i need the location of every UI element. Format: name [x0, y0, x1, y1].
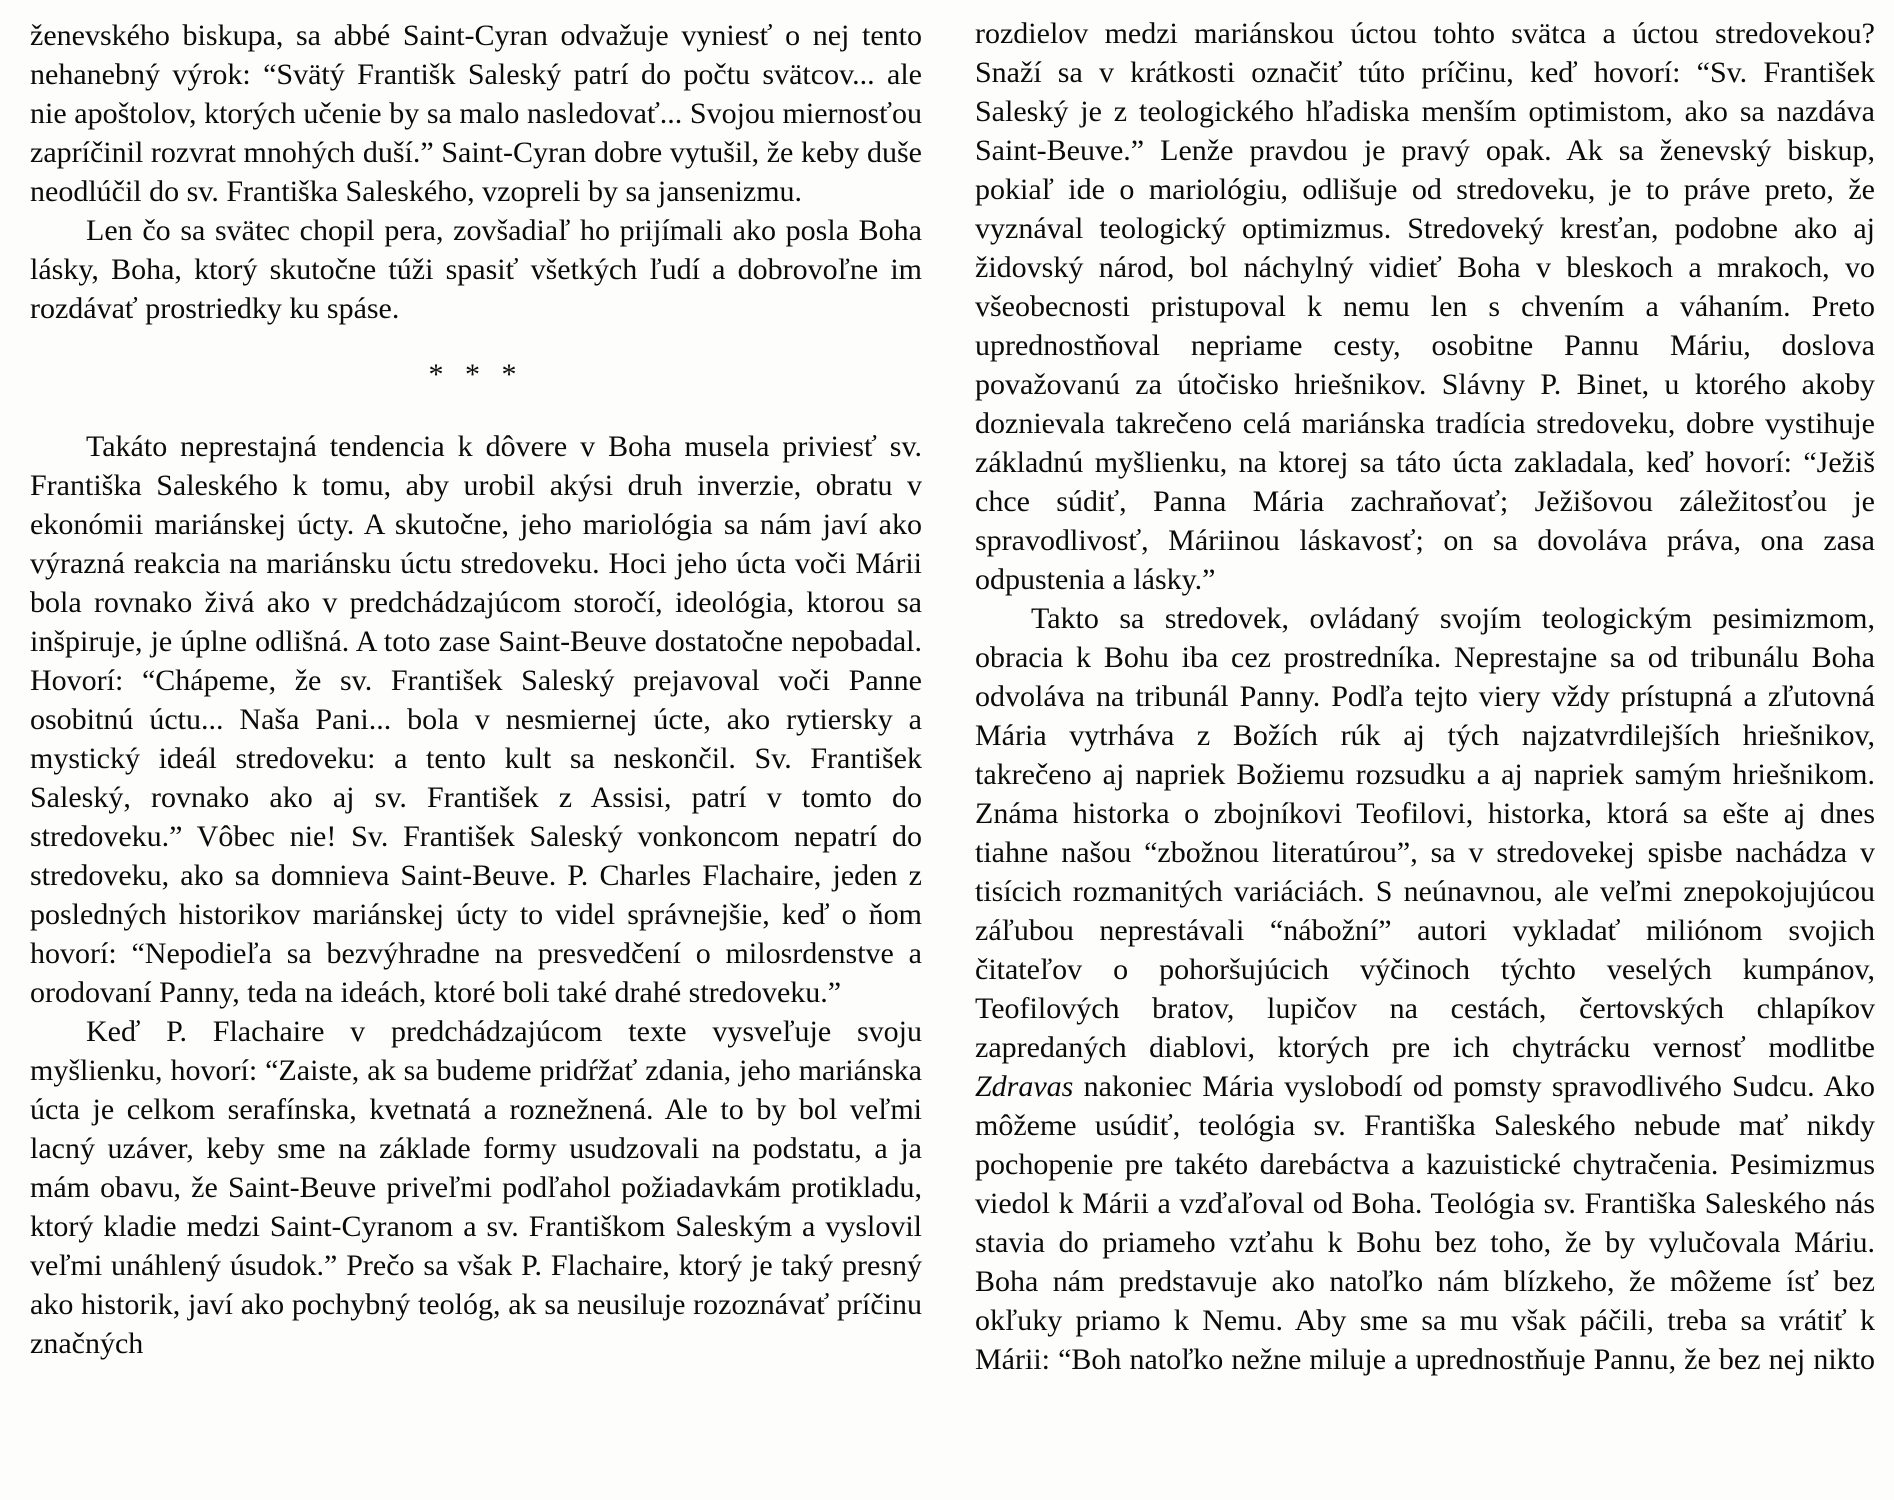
paragraph: [30, 16, 922, 211]
section-separator: * * *: [428, 358, 524, 391]
italic-text-run: Zdravas: [975, 1070, 1074, 1103]
paragraph: [30, 211, 922, 328]
paragraph: [30, 1012, 922, 1363]
text-run: Takto sa stredovek, ovládaný svojím teologickým pesimizmom, obracia k Bohu iba cez prostredníka. Neprestajne sa od tribunálu Boha odvoláva na tribunál Panny. Podľa tejto viery vždy prístupná a zľutovná Mária vytrháva z Božích rúk aj tých najzatvrdilejších hriešnikov, takrečeno aj napriek Božiemu rozsudku a aj napriek samým hriešnikom. Známa historka o zbojníkovi Teofilovi, historka, ktorá sa ešte aj dnes tiahne našou “zbožnou literatúrou”, sa v stredovekej spisbe nachádza v tisícich rozmanitých variáciách. S neúnavnou, ale veľmi znepokojujúcou záľubou neprestávali “nábožní” autori vykladať miliónom svojich čitateľov o pohoršujúcich výčinoch týchto veselých kumpánov, Teofilových bratov, lupičov na cestách, čertovských chlapíkov zapredaných diablovi, ktorých pre ich chytrácku vernosť modlitbe: [975, 602, 1875, 1064]
paragraph: [30, 427, 922, 1012]
text-column-right: [975, 14, 1875, 1379]
text-run: Takáto neprestajná tendencia k dôvere v Boha musela priviesť sv. Františka Saleského k tomu, aby urobil akýsi druh inverzie, obratu v ekonómii mariánskej úcty. A skutočne, jeho mariológia sa nám javí ako výrazná reakcia na mariánsku úctu stredoveku. Hoci jeho úcta voči Márii bola rovnako živá ako v predchádzajúcom storočí, ideológia, ktorou sa inšpiruje, je úplne odlišná. A toto zase Saint-Beuve dostatočne nepobadal. Hovorí: “Chápeme, že sv. František Saleský prejavoval voči Panne osobitnú úctu... Naša Pani... bola v nesmiernej úcte, ako rytiersky a mystický ideál stredoveku: a tento kult sa neskončil. Sv. František Saleský, rovnako ako aj sv. František z Assisi, patrí v tomto do stredoveku.” Vôbec nie! Sv. František Saleský vonkoncom nepatrí do stredoveku, ako sa domnieva Saint-Beuve. P. Charles Flachaire, jeden z posledných historikov mariánskej úcty to videl správnejšie, keď o ňom hovorí: “Nepodieľa sa bezvýhradne na presvedčení o milosrdenstve a orodovaní Panny, teda na ideách, ktoré boli také drahé stredoveku.”: [30, 430, 922, 1009]
text-run: nakoniec Mária vyslobodí od pomsty spravodlivého Sudcu. Ako môžeme usúdiť, teológia sv. Františka Saleského nebude mať nikdy pochopenie pre takéto darebáctva a kazuistické chytračenia. Pesimizmus viedol k Márii a vzďaľoval od Boha. Teológia sv. Františka Saleského nás stavia do priameho vzťahu k Bohu bez toho, že by vylučovala Máriu. Boha nám predstavuje ako natoľko nám blízkeho, že môžeme ísť bez okľuky priamo k Nemu. Aby sme sa mu však páčili, treba sa vrátiť k Márii: “Boh natoľko nežne miluje a uprednostňuje Pannu, že bez nej nikto: [975, 1070, 1875, 1376]
text-run: rozdielov medzi mariánskou úctou tohto svätca a úctou stredovekou? Snaží sa v krátkosti označiť túto príčinu, keď hovorí: “Sv. František Saleský je z teologického hľadiska menším optimistom, ako sa nazdáva Saint-Beuve.” Lenže pravdou je pravý opak. Ak sa ženevský biskup, pokiaľ ide o mariológiu, odlišuje od stredoveku, je to práve preto, že vyznával teologický optimizmus. Stredoveký kresťan, podobne ako aj židovský národ, bol náchylný vidieť Boha v bleskoch a mrakoch, vo všeobecnosti pristupoval k nemu len s chvením a váhaním. Preto uprednostňoval nepriame cesty, osobitne Pannu Máriu, doslova považovanú za útočisko hriešnikov. Slávny P. Binet, u ktorého akoby doznievala takrečeno celá mariánska tradícia stredoveku, dobre vystihuje základnú myšlienku, na ktorej sa táto úcta zakladala, keď hovorí: “Ježiš chce súdiť, Panna Mária zachraňovať; Ježišovou záležitosťou je spravodlivosť, Máriinou láskavosť; on sa dovoláva práva, ona zasa odpustenia a lásky.”: [975, 17, 1875, 596]
text-run: Len čo sa svätec chopil pera, zovšadiaľ ho prijímali ako posla Boha lásky, Boha, ktorý skutočne túži spasiť všetkých ľudí a dobrovoľne im rozdávať prostriedky ku spáse.: [30, 214, 922, 325]
paragraph: [975, 14, 1875, 599]
paragraph: [975, 599, 1875, 1379]
text-run: ženevského biskupa, sa abbé Saint-Cyran odvažuje vyniesť o nej tento nehanebný výrok: “Svätý Františk Saleský patrí do počtu svätcov... ale nie apoštolov, ktorých učenie by sa malo nasledovať... Svojou miernosťou zapríčinil rozvrat mnohých duší.” Saint-Cyran dobre vytušil, že keby duše neodlúčil do sv. Františka Saleského, vzopreli by sa jansenizmu.: [30, 19, 922, 208]
text-column-left: [30, 16, 922, 1363]
text-run: Keď P. Flachaire v predchádzajúcom texte vysveľuje svoju myšlienku, hovorí: “Zaiste, ak sa budeme pridŕžať zdania, jeho mariánska úcta je celkom serafínska, kvetnatá a roznežnená. Ale to by bol veľmi lacný uzáver, keby sme na základe formy usudzovali na podstatu, a ja mám obavu, že Saint-Beuve priveľmi podľahol požiadavkám protikladu, ktorý kladie medzi Saint-Cyranom a sv. Františkom Saleským a vyslovil veľmi unáhlený úsudok.” Prečo sa však P. Flachaire, ktorý je taký presný ako historik, javí ako pochybný teológ, ak sa neusiluje rozoznávať príčinu značných: [30, 1015, 922, 1360]
